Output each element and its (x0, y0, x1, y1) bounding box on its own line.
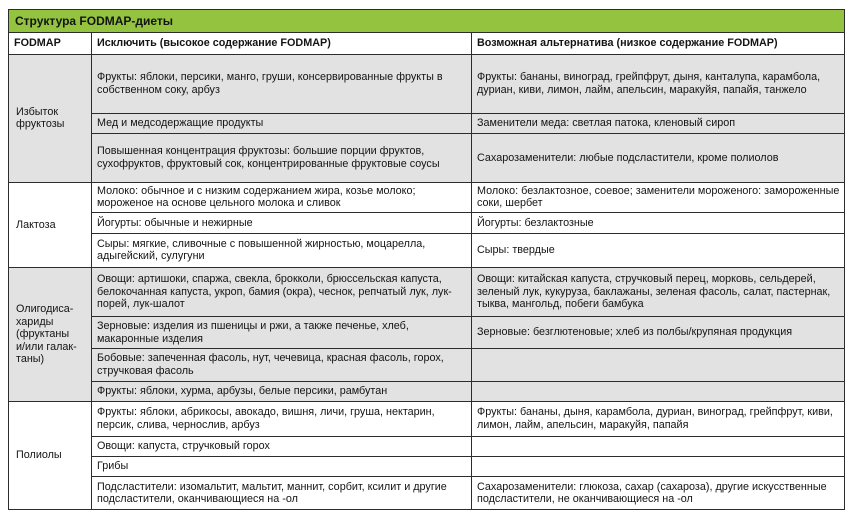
alternative-cell: Заменители меда: светлая патока, кленовый сироп (472, 113, 845, 133)
header-fodmap: FODMAP (9, 33, 92, 54)
exclude-cell: Фрукты: яблоки, хурма, арбузы, белые персики, рамбутан (92, 381, 472, 401)
exclude-cell: Молоко: обычное и с низким содержанием жира, козье молоко; мороженое на основе цельного молока и сливок (92, 182, 472, 212)
alternative-cell (472, 457, 845, 477)
alternative-cell: Сахарозаменители: любые подсластители, кроме полиолов (472, 133, 845, 182)
header-alternative: Возможная альтернатива (низкое содержание FODMAP) (472, 33, 845, 54)
column-header-row (9, 33, 845, 54)
alternative-cell: Овощи: китайская капуста, стручковый перец, морковь, сельдерей, зеленый лук, кукуруза, баклажаны, зеленая фасоль, салат, пастернак, тыква, мангольд, побеги бамбука (472, 268, 845, 317)
exclude-cell: Зерновые: изделия из пшеницы и ржи, а также печенье, хлеб, макаронные изделия (92, 316, 472, 349)
exclude-cell: Подсластители: изомальтит, мальтит, маннит, сорбит, ксилит и другие подсластители, оканчивающиеся на -ол (92, 477, 472, 510)
table-title: Структура FODMAP-диеты (9, 10, 845, 33)
table-row (9, 133, 845, 182)
table-row (9, 477, 845, 510)
table-row (9, 402, 845, 437)
category-line: таны) (16, 353, 45, 366)
table-row (9, 182, 845, 212)
table-row (9, 316, 845, 349)
exclude-cell: Повышенная концентрация фруктозы: большие порции фруктов, сухофруктов, фруктовый сок, концентрированные фруктовые соусы (92, 133, 472, 182)
alternative-cell: Молоко: безлактозное, соевое; заменители мороженого: замороженные соки, шербет (472, 182, 845, 212)
category-lactose: Лактоза (9, 182, 92, 267)
table-title-row (9, 10, 845, 33)
table-row (9, 233, 845, 268)
alternative-cell: Фрукты: бананы, виноград, грейпфрут, дыня, канталупа, карамбола, дуриан, киви, лимон, лайм, апельсин, маракуйя, папайя, танжело (472, 54, 845, 113)
exclude-cell: Овощи: артишоки, спаржа, свекла, брокколи, брюссельская капуста, белокочанная капуста, укроп, бамия (окра), чеснок, репчатый лук, лук-порей, лук-шалот (92, 268, 472, 317)
exclude-cell: Йогурты: обычные и нежирные (92, 213, 472, 233)
table-row (9, 268, 845, 317)
exclude-cell: Мед и медсодержащие продукты (92, 113, 472, 133)
category-polyols: Полиолы (9, 402, 92, 510)
category-line: и/или галак- (16, 340, 77, 353)
table-row (9, 381, 845, 401)
alternative-cell: Фрукты: бананы, дыня, карамбола, дуриан, виноград, грейпфрут, киви, лимон, лайм, апельсин, маракуйя, папайя (472, 402, 845, 437)
category-oligosaccharides (9, 268, 92, 402)
exclude-cell: Овощи: капуста, стручковый горох (92, 436, 472, 456)
fodmap-table (8, 9, 845, 510)
alternative-cell: Сыры: твердые (472, 233, 845, 268)
table-row (9, 54, 845, 113)
alternative-cell (472, 381, 845, 401)
table-row (9, 436, 845, 456)
alternative-cell (472, 436, 845, 456)
table-row (9, 349, 845, 382)
category-line: хариды (16, 315, 54, 328)
alternative-cell: Сахарозаменители: глюкоза, сахар (сахароза), другие искусственные подсластители, не оканчивающиеся на -ол (472, 477, 845, 510)
table-row (9, 213, 845, 233)
header-exclude: Исключить (высокое содержание FODMAP) (92, 33, 472, 54)
exclude-cell: Фрукты: яблоки, персики, манго, груши, консервированные фрукты в собственном соку, арбуз (92, 54, 472, 113)
category-line: Олигодиса- (16, 303, 74, 316)
table-row (9, 457, 845, 477)
exclude-cell: Сыры: мягкие, сливочные с повышенной жирностью, моцарелла, адыгейский, сулугуни (92, 233, 472, 268)
category-fructose: Избыток фруктозы (9, 54, 92, 182)
exclude-cell: Грибы (92, 457, 472, 477)
table-row (9, 113, 845, 133)
exclude-cell: Фрукты: яблоки, абрикосы, авокадо, вишня, личи, груша, нектарин, персик, слива, чернослив, арбуз (92, 402, 472, 437)
category-line: (фруктаны (16, 328, 70, 341)
alternative-cell: Зерновые: безглютеновые; хлеб из полбы/крупяная продукция (472, 316, 845, 349)
alternative-cell (472, 349, 845, 382)
alternative-cell: Йогурты: безлактозные (472, 213, 845, 233)
exclude-cell: Бобовые: запеченная фасоль, нут, чечевица, красная фасоль, горох, стручковая фасоль (92, 349, 472, 382)
